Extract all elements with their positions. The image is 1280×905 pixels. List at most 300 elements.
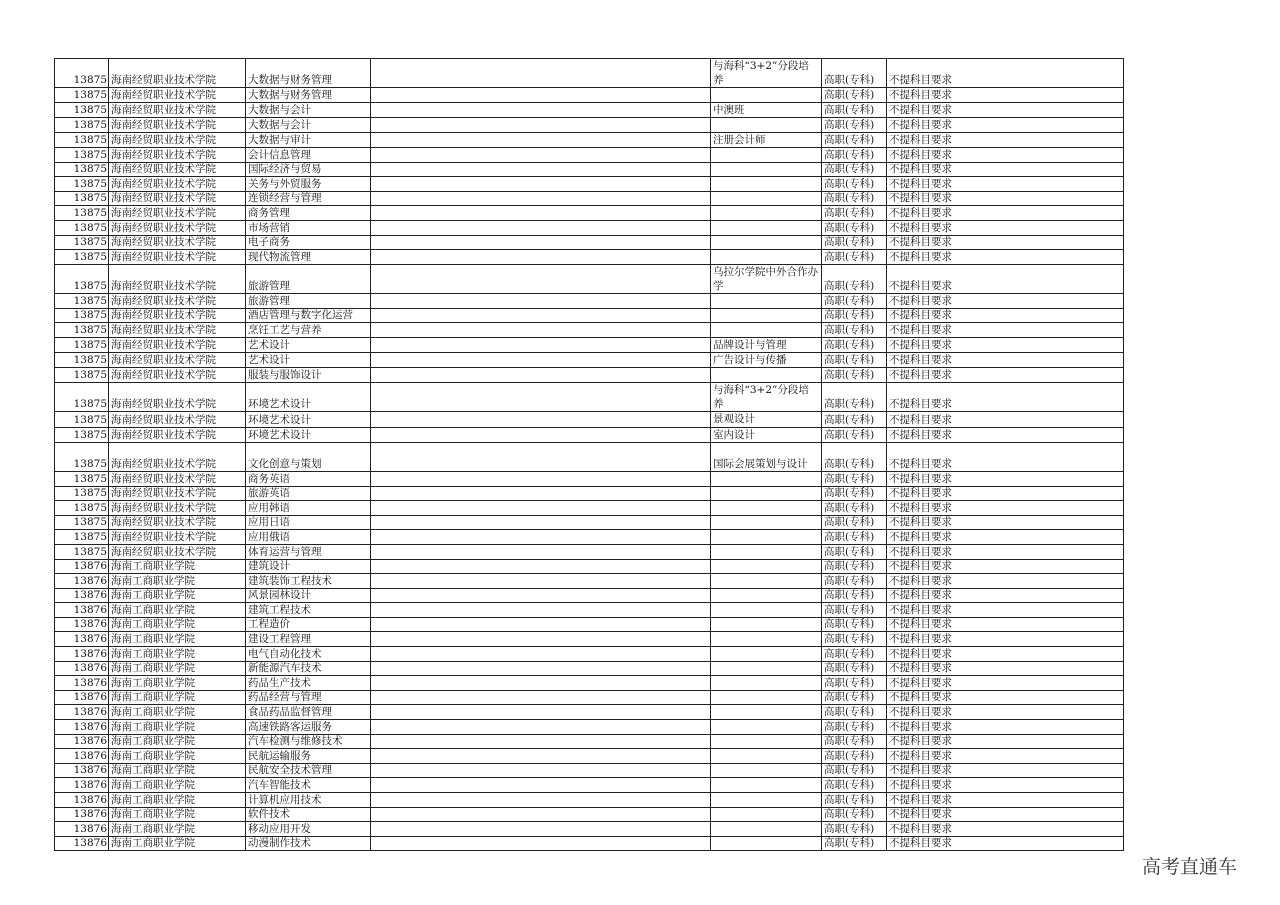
note-cell (711, 793, 822, 808)
direction-cell (371, 778, 711, 793)
level-cell: 高职(专科) (822, 368, 887, 383)
note-cell (711, 294, 822, 309)
table-row (55, 382, 1124, 411)
major-cell: 酒店管理与数字化运营 (246, 308, 371, 323)
subject-cell: 不提科目要求 (887, 368, 1124, 383)
level-cell: 高职(专科) (822, 59, 887, 88)
code-cell: 13876 (55, 763, 109, 778)
subject-cell: 不提科目要求 (887, 763, 1124, 778)
level-cell: 高职(专科) (822, 778, 887, 793)
note-cell: 注册会计师 (711, 132, 822, 147)
major-cell: 汽车智能技术 (246, 778, 371, 793)
note-cell (711, 323, 822, 338)
code-cell: 13876 (55, 836, 109, 851)
subject-cell: 不提科目要求 (887, 206, 1124, 221)
level-cell: 高职(专科) (822, 294, 887, 309)
school-cell: 海南工商职业学院 (109, 559, 246, 574)
note-cell (711, 763, 822, 778)
school-cell: 海南工商职业学院 (109, 690, 246, 705)
major-cell: 动漫制作技术 (246, 836, 371, 851)
subject-cell: 不提科目要求 (887, 778, 1124, 793)
note-cell: 广告设计与传播 (711, 353, 822, 368)
code-cell: 13876 (55, 705, 109, 720)
code-cell: 13875 (55, 191, 109, 206)
direction-cell (371, 690, 711, 705)
school-cell: 海南经贸职业技术学院 (109, 132, 246, 147)
note-cell (711, 705, 822, 720)
major-cell: 会计信息管理 (246, 148, 371, 163)
table-row (55, 734, 1124, 749)
major-cell: 大数据与财务管理 (246, 59, 371, 88)
subject-cell: 不提科目要求 (887, 308, 1124, 323)
school-cell: 海南经贸职业技术学院 (109, 442, 246, 471)
table-row (55, 353, 1124, 368)
direction-cell (371, 603, 711, 618)
direction-cell (371, 530, 711, 545)
level-cell: 高职(专科) (822, 544, 887, 559)
level-cell: 高职(专科) (822, 617, 887, 632)
subject-cell: 不提科目要求 (887, 515, 1124, 530)
code-cell: 13876 (55, 822, 109, 837)
level-cell: 高职(专科) (822, 323, 887, 338)
major-cell: 大数据与审计 (246, 132, 371, 147)
subject-cell: 不提科目要求 (887, 220, 1124, 235)
school-cell: 海南工商职业学院 (109, 822, 246, 837)
major-cell: 软件技术 (246, 807, 371, 822)
direction-cell (371, 103, 711, 118)
subject-cell: 不提科目要求 (887, 530, 1124, 545)
major-cell: 大数据与财务管理 (246, 88, 371, 103)
level-cell: 高职(专科) (822, 793, 887, 808)
major-cell: 烹饪工艺与营养 (246, 323, 371, 338)
level-cell: 高职(专科) (822, 103, 887, 118)
major-cell: 电子商务 (246, 235, 371, 250)
code-cell: 13876 (55, 793, 109, 808)
code-cell: 13875 (55, 337, 109, 352)
level-cell: 高职(专科) (822, 250, 887, 265)
direction-cell (371, 162, 711, 177)
table-row (55, 559, 1124, 574)
major-cell: 应用俄语 (246, 530, 371, 545)
school-cell: 海南经贸职业技术学院 (109, 337, 246, 352)
level-cell: 高职(专科) (822, 442, 887, 471)
major-cell: 环境艺术设计 (246, 412, 371, 427)
major-cell: 环境艺术设计 (246, 382, 371, 411)
direction-cell (371, 836, 711, 851)
direction-cell (371, 264, 711, 293)
table-row (55, 220, 1124, 235)
school-cell: 海南经贸职业技术学院 (109, 471, 246, 486)
subject-cell: 不提科目要求 (887, 793, 1124, 808)
table-row (55, 603, 1124, 618)
school-cell: 海南经贸职业技术学院 (109, 501, 246, 516)
subject-cell: 不提科目要求 (887, 559, 1124, 574)
note-cell: 品牌设计与管理 (711, 337, 822, 352)
level-cell: 高职(专科) (822, 690, 887, 705)
note-cell (711, 220, 822, 235)
level-cell: 高职(专科) (822, 574, 887, 589)
direction-cell (371, 88, 711, 103)
major-cell: 艺术设计 (246, 337, 371, 352)
code-cell: 13876 (55, 603, 109, 618)
code-cell: 13875 (55, 442, 109, 471)
note-cell: 乌拉尔学院中外合作办学 (711, 264, 822, 293)
major-cell: 文化创意与策划 (246, 442, 371, 471)
table-row (55, 530, 1124, 545)
watermark: 高考直通车 (1142, 856, 1238, 878)
table-row (55, 676, 1124, 691)
school-cell: 海南经贸职业技术学院 (109, 427, 246, 442)
direction-cell (371, 250, 711, 265)
level-cell: 高职(专科) (822, 705, 887, 720)
major-cell: 电气自动化技术 (246, 647, 371, 662)
major-cell: 关务与外贸服务 (246, 177, 371, 192)
code-cell: 13875 (55, 427, 109, 442)
level-cell: 高职(专科) (822, 471, 887, 486)
school-cell: 海南工商职业学院 (109, 676, 246, 691)
table-row (55, 368, 1124, 383)
direction-cell (371, 427, 711, 442)
level-cell: 高职(专科) (822, 148, 887, 163)
code-cell: 13875 (55, 148, 109, 163)
major-cell: 旅游英语 (246, 486, 371, 501)
table-row (55, 412, 1124, 427)
note-cell (711, 308, 822, 323)
direction-cell (371, 763, 711, 778)
subject-cell: 不提科目要求 (887, 632, 1124, 647)
table-row (55, 588, 1124, 603)
code-cell: 13876 (55, 734, 109, 749)
code-cell: 13875 (55, 162, 109, 177)
table-row (55, 132, 1124, 147)
table-row (55, 250, 1124, 265)
major-cell: 新能源汽车技术 (246, 661, 371, 676)
table-row (55, 544, 1124, 559)
school-cell: 海南经贸职业技术学院 (109, 382, 246, 411)
note-cell (711, 734, 822, 749)
direction-cell (371, 220, 711, 235)
school-cell: 海南经贸职业技术学院 (109, 323, 246, 338)
note-cell (711, 632, 822, 647)
subject-cell: 不提科目要求 (887, 836, 1124, 851)
note-cell (711, 250, 822, 265)
note-cell (711, 235, 822, 250)
level-cell: 高职(专科) (822, 427, 887, 442)
school-cell: 海南经贸职业技术学院 (109, 353, 246, 368)
table-row (55, 191, 1124, 206)
level-cell: 高职(专科) (822, 676, 887, 691)
level-cell: 高职(专科) (822, 486, 887, 501)
major-cell: 汽车检测与维修技术 (246, 734, 371, 749)
table-row (55, 486, 1124, 501)
code-cell: 13876 (55, 647, 109, 662)
level-cell: 高职(专科) (822, 632, 887, 647)
school-cell: 海南工商职业学院 (109, 807, 246, 822)
table-row (55, 749, 1124, 764)
direction-cell (371, 647, 711, 662)
subject-cell: 不提科目要求 (887, 442, 1124, 471)
level-cell: 高职(专科) (822, 264, 887, 293)
table-row (55, 690, 1124, 705)
school-cell: 海南经贸职业技术学院 (109, 250, 246, 265)
direction-cell (371, 749, 711, 764)
direction-cell (371, 323, 711, 338)
school-cell: 海南工商职业学院 (109, 647, 246, 662)
note-cell (711, 749, 822, 764)
direction-cell (371, 676, 711, 691)
major-cell: 商务管理 (246, 206, 371, 221)
subject-cell: 不提科目要求 (887, 603, 1124, 618)
direction-cell (371, 442, 711, 471)
code-cell: 13876 (55, 720, 109, 735)
code-cell: 13876 (55, 588, 109, 603)
school-cell: 海南经贸职业技术学院 (109, 148, 246, 163)
code-cell: 13875 (55, 471, 109, 486)
table-row (55, 617, 1124, 632)
code-cell: 13876 (55, 617, 109, 632)
school-cell: 海南经贸职业技术学院 (109, 368, 246, 383)
level-cell: 高职(专科) (822, 822, 887, 837)
note-cell (711, 720, 822, 735)
school-cell: 海南工商职业学院 (109, 836, 246, 851)
code-cell: 13875 (55, 530, 109, 545)
major-cell: 环境艺术设计 (246, 427, 371, 442)
major-cell: 现代物流管理 (246, 250, 371, 265)
direction-cell (371, 822, 711, 837)
level-cell: 高职(专科) (822, 132, 887, 147)
subject-cell: 不提科目要求 (887, 148, 1124, 163)
subject-cell: 不提科目要求 (887, 720, 1124, 735)
direction-cell (371, 793, 711, 808)
school-cell: 海南经贸职业技术学院 (109, 59, 246, 88)
note-cell (711, 148, 822, 163)
school-cell: 海南工商职业学院 (109, 734, 246, 749)
direction-cell (371, 544, 711, 559)
direction-cell (371, 559, 711, 574)
code-cell: 13876 (55, 749, 109, 764)
table-row (55, 720, 1124, 735)
direction-cell (371, 632, 711, 647)
note-cell (711, 530, 822, 545)
note-cell (711, 471, 822, 486)
table-row (55, 501, 1124, 516)
direction-cell (371, 148, 711, 163)
table-row (55, 647, 1124, 662)
school-cell: 海南经贸职业技术学院 (109, 235, 246, 250)
direction-cell (371, 705, 711, 720)
code-cell: 13875 (55, 235, 109, 250)
table-row (55, 323, 1124, 338)
level-cell: 高职(专科) (822, 734, 887, 749)
table-row (55, 308, 1124, 323)
major-cell: 工程造价 (246, 617, 371, 632)
direction-cell (371, 661, 711, 676)
subject-cell: 不提科目要求 (887, 250, 1124, 265)
subject-cell: 不提科目要求 (887, 264, 1124, 293)
code-cell: 13875 (55, 544, 109, 559)
table-row (55, 264, 1124, 293)
code-cell: 13875 (55, 206, 109, 221)
level-cell: 高职(专科) (822, 559, 887, 574)
note-cell: 室内设计 (711, 427, 822, 442)
level-cell: 高职(专科) (822, 382, 887, 411)
table-row (55, 515, 1124, 530)
subject-cell: 不提科目要求 (887, 676, 1124, 691)
note-cell: 中澳班 (711, 103, 822, 118)
major-cell: 高速铁路客运服务 (246, 720, 371, 735)
school-cell: 海南工商职业学院 (109, 705, 246, 720)
note-cell (711, 778, 822, 793)
note-cell (711, 836, 822, 851)
school-cell: 海南经贸职业技术学院 (109, 103, 246, 118)
table-row (55, 148, 1124, 163)
school-cell: 海南经贸职业技术学院 (109, 294, 246, 309)
subject-cell: 不提科目要求 (887, 822, 1124, 837)
subject-cell: 不提科目要求 (887, 103, 1124, 118)
level-cell: 高职(专科) (822, 749, 887, 764)
school-cell: 海南经贸职业技术学院 (109, 515, 246, 530)
level-cell: 高职(专科) (822, 836, 887, 851)
table-row (55, 471, 1124, 486)
level-cell: 高职(专科) (822, 501, 887, 516)
code-cell: 13875 (55, 353, 109, 368)
subject-cell: 不提科目要求 (887, 382, 1124, 411)
note-cell (711, 807, 822, 822)
note-cell: 与海科“3+2”分段培养 (711, 382, 822, 411)
table-row (55, 822, 1124, 837)
direction-cell (371, 368, 711, 383)
subject-cell: 不提科目要求 (887, 749, 1124, 764)
level-cell: 高职(专科) (822, 661, 887, 676)
subject-cell: 不提科目要求 (887, 294, 1124, 309)
school-cell: 海南经贸职业技术学院 (109, 308, 246, 323)
major-cell: 旅游管理 (246, 294, 371, 309)
direction-cell (371, 235, 711, 250)
subject-cell: 不提科目要求 (887, 544, 1124, 559)
direction-cell (371, 412, 711, 427)
school-cell: 海南经贸职业技术学院 (109, 177, 246, 192)
table-row (55, 59, 1124, 88)
table-row (55, 206, 1124, 221)
school-cell: 海南经贸职业技术学院 (109, 530, 246, 545)
major-cell: 商务英语 (246, 471, 371, 486)
subject-cell: 不提科目要求 (887, 471, 1124, 486)
note-cell (711, 501, 822, 516)
code-cell: 13876 (55, 574, 109, 589)
major-cell: 服装与服饰设计 (246, 368, 371, 383)
subject-cell: 不提科目要求 (887, 412, 1124, 427)
major-cell: 连锁经营与管理 (246, 191, 371, 206)
code-cell: 13876 (55, 559, 109, 574)
level-cell: 高职(专科) (822, 206, 887, 221)
note-cell (711, 191, 822, 206)
note-cell (711, 647, 822, 662)
note-cell (711, 588, 822, 603)
subject-cell: 不提科目要求 (887, 191, 1124, 206)
table-row (55, 337, 1124, 352)
major-cell: 民航运输服务 (246, 749, 371, 764)
level-cell: 高职(专科) (822, 720, 887, 735)
level-cell: 高职(专科) (822, 162, 887, 177)
code-cell: 13875 (55, 220, 109, 235)
code-cell: 13876 (55, 690, 109, 705)
direction-cell (371, 574, 711, 589)
major-cell: 大数据与会计 (246, 103, 371, 118)
direction-cell (371, 353, 711, 368)
code-cell: 13875 (55, 412, 109, 427)
major-cell: 风景园林设计 (246, 588, 371, 603)
school-cell: 海南经贸职业技术学院 (109, 264, 246, 293)
school-cell: 海南经贸职业技术学院 (109, 191, 246, 206)
table-row (55, 427, 1124, 442)
code-cell: 13875 (55, 294, 109, 309)
subject-cell: 不提科目要求 (887, 690, 1124, 705)
school-cell: 海南经贸职业技术学院 (109, 486, 246, 501)
code-cell: 13875 (55, 264, 109, 293)
subject-cell: 不提科目要求 (887, 177, 1124, 192)
major-cell: 国际经济与贸易 (246, 162, 371, 177)
level-cell: 高职(专科) (822, 530, 887, 545)
code-cell: 13875 (55, 118, 109, 133)
direction-cell (371, 59, 711, 88)
table-body (55, 59, 1124, 851)
note-cell (711, 676, 822, 691)
table-row (55, 88, 1124, 103)
major-cell: 移动应用开发 (246, 822, 371, 837)
direction-cell (371, 382, 711, 411)
major-cell: 市场营销 (246, 220, 371, 235)
school-cell: 海南工商职业学院 (109, 720, 246, 735)
major-cell: 应用日语 (246, 515, 371, 530)
note-cell (711, 559, 822, 574)
direction-cell (371, 337, 711, 352)
school-cell: 海南经贸职业技术学院 (109, 118, 246, 133)
direction-cell (371, 617, 711, 632)
table-row (55, 294, 1124, 309)
table-row (55, 442, 1124, 471)
subject-cell: 不提科目要求 (887, 162, 1124, 177)
table-row (55, 661, 1124, 676)
direction-cell (371, 486, 711, 501)
code-cell: 13876 (55, 632, 109, 647)
table-row (55, 103, 1124, 118)
code-cell: 13876 (55, 807, 109, 822)
code-cell: 13876 (55, 676, 109, 691)
level-cell: 高职(专科) (822, 763, 887, 778)
level-cell: 高职(专科) (822, 118, 887, 133)
level-cell: 高职(专科) (822, 515, 887, 530)
code-cell: 13875 (55, 515, 109, 530)
direction-cell (371, 720, 711, 735)
code-cell: 13875 (55, 308, 109, 323)
code-cell: 13876 (55, 661, 109, 676)
note-cell (711, 162, 822, 177)
school-cell: 海南工商职业学院 (109, 588, 246, 603)
direction-cell (371, 807, 711, 822)
subject-cell: 不提科目要求 (887, 617, 1124, 632)
direction-cell (371, 177, 711, 192)
level-cell: 高职(专科) (822, 191, 887, 206)
level-cell: 高职(专科) (822, 588, 887, 603)
enrollment-table (54, 58, 1124, 851)
note-cell: 国际会展策划与设计 (711, 442, 822, 471)
code-cell: 13875 (55, 132, 109, 147)
code-cell: 13875 (55, 177, 109, 192)
school-cell: 海南经贸职业技术学院 (109, 544, 246, 559)
major-cell: 民航安全技术管理 (246, 763, 371, 778)
note-cell (711, 368, 822, 383)
subject-cell: 不提科目要求 (887, 353, 1124, 368)
